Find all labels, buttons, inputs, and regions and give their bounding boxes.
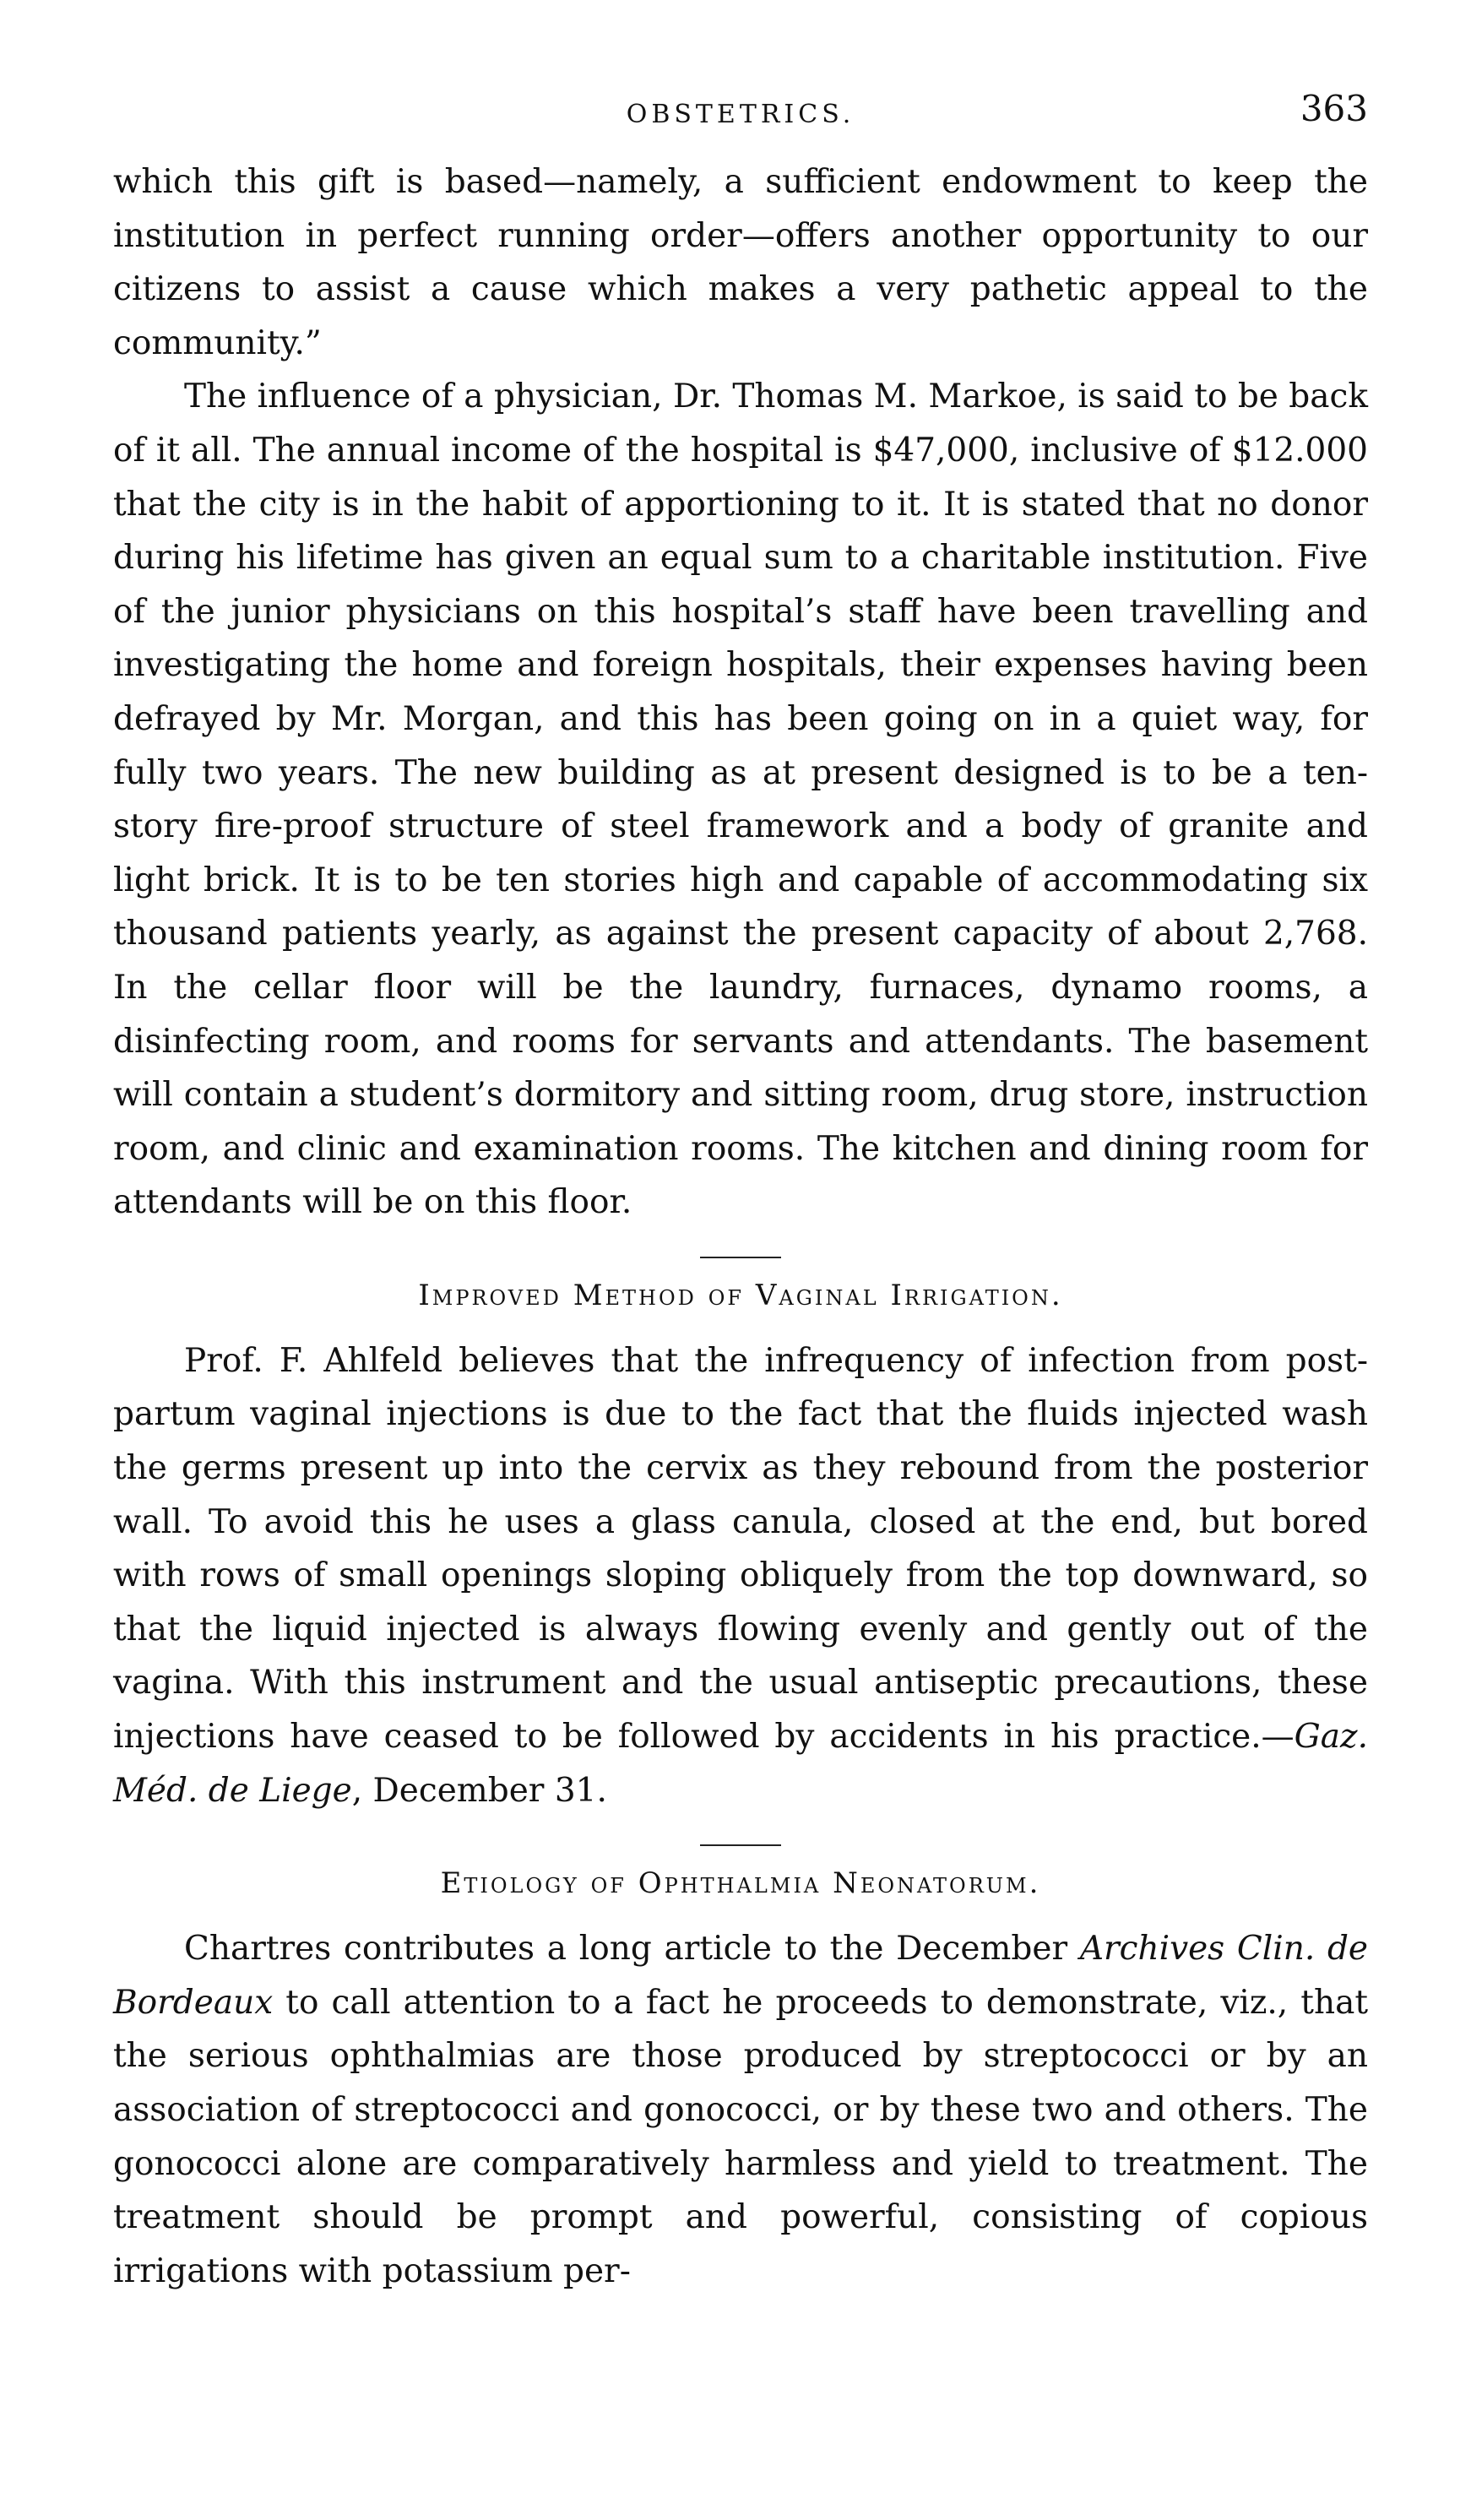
paragraph-ahlfeld-text: Prof. F. Ahlfeld believes that the infrequency of infection from post-partum vaginal injections is due to the fact that the fluids injected wash the germs present up into the cervix as they rebound from the posterior wall. To avoid this he uses a glass canula, closed at the end, but bored with rows of small openings sloping obliquely from the top downward, so that the liquid injected is always flowing evenly and gently out of the vagina. With this instrument and the usual antiseptic precautions, these injections have ceased to be followed by accidents in his practice.—: [113, 1341, 1368, 1757]
citation-source: Gaz. Méd. de Liege: [113, 1718, 1368, 1810]
section-divider: [700, 1844, 781, 1846]
paragraph-chartres-end: to call attention to a fact he proceeds to demonstrate, viz., that the serious ophthalmias are those produced by streptococci or by an association of streptococci and gonococci, or by these two and others. The gonococci alone are comparatively harmless and yield to treatment. The treatment should be prompt and powerful, consisting of copious irrigations with potassium per-: [113, 1983, 1368, 2290]
paragraph-ahlfeld: [113, 1334, 1368, 1817]
page-number: 363: [1300, 88, 1368, 129]
paragraph-continued: which this gift is based—namely, a sufficient endowment to keep the institution in perfect running order—offers another opportunity to our citizens to assist a cause which makes a very pathetic appeal to the community.”: [113, 163, 1368, 362]
paragraph-chartres-start: Chartres contributes a long article to the December: [184, 1930, 1080, 1969]
citation-date: , December 31.: [351, 1771, 607, 1810]
journal-title: Archives Clin. de Bordeaux: [113, 1930, 1368, 2022]
section-title-vaginal-irrigation: Improved Method of Vaginal Irrigation.: [418, 1278, 1063, 1312]
section-title-ophthalmia: Etiology of Ophthalmia Neonatorum.: [440, 1866, 1041, 1901]
page-header: [113, 88, 1368, 155]
paragraph-chartres: [113, 1922, 1368, 2298]
running-title: OBSTETRICS.: [626, 100, 855, 129]
section-divider: [700, 1257, 781, 1258]
paragraph-markoe: The influence of a physician, Dr. Thomas M. Markoe, is said to be back of it all. The annual income of the hospital is $47,000, inclusive of $12.000 that the city is in the habit of apportioning to it. It is stated that no donor during his lifetime has given an equal sum to a charitable institution. Five of the junior physicians on this hospital’s staff have been travelling and investigating the home and foreign hospitals, their expenses having been defrayed by Mr. Morgan, and this has been going on in a quiet way, for fully two years. The new building as at present designed is to be a ten-story fire-proof structure of steel framework and a body of granite and light brick. It is to be ten stories high and capable of accommodating six thousand patients yearly, as against the present capacity of about 2,768. In the cellar floor will be the laundry, furnaces, dynamo rooms, a disinfecting room, and rooms for servants and attendants. The basement will contain a student’s dormitory and sitting room, drug store, instruction room, and clinic and examination rooms. The kitchen and dining room for attendants will be on this floor.: [113, 377, 1368, 1222]
